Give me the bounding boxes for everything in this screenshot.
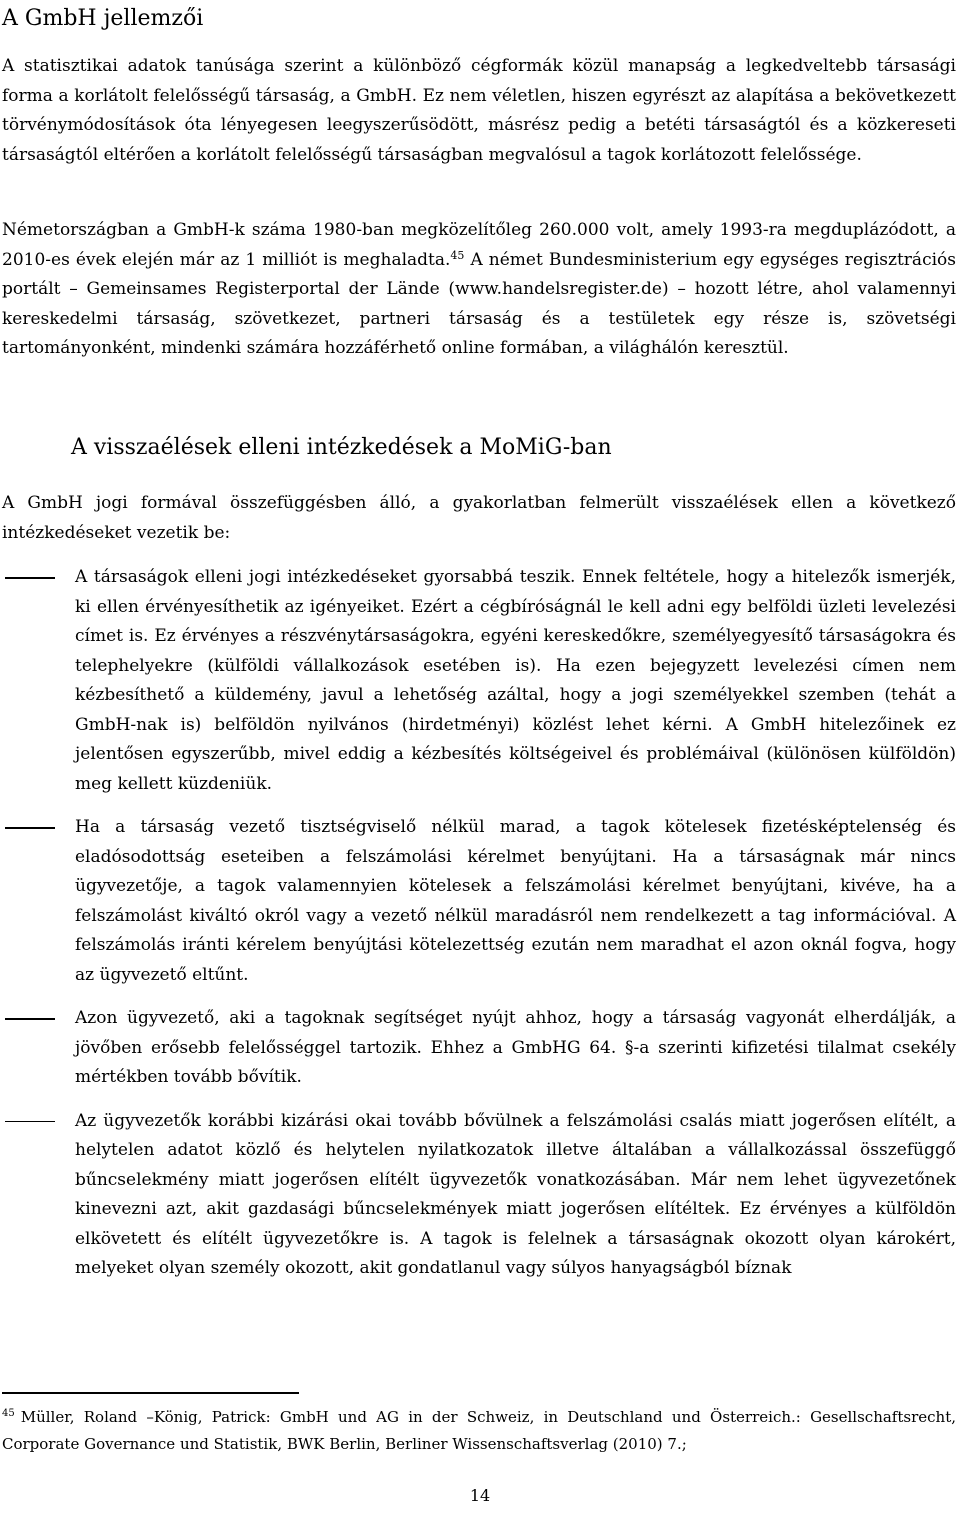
list-item (0, 1004, 960, 1093)
dash-bullet-icon (5, 1018, 55, 1020)
list-item-text: Az ügyvezetők korábbi kizárási okai tovább bővülnek a felszámolási csalás miatt jogerősen elítélt, a helytelen adatot közlő és helytelen nyilatkozatok illetve általában a vállalkozással összefüggő bűncselekmény miatt jogerősen elítélt ügyvezetők vonatkozásában. Már nem lehet ügyvezetőnek kinevezni azt, akit gazdasági bűncselekmények miatt jogerősen elítéltek. Ez érvényes a külföldön elkövetett és elítélt ügyvezetőkre is. A tagok is felelnek a társaságnak okozott olyan károkért, melyeket olyan személy okozott, akit gondatlanul vagy súlyos hanyagságból bíznak (75, 1110, 956, 1278)
list-item (0, 1107, 960, 1284)
paragraph-statistics (2, 216, 956, 364)
paragraph-statistics-part1: Németországban a GmbH-k száma 1980-ban megközelítőleg 260.000 volt, amely 1993-ra megduplázódott, a 2010-es évek elején már az 1 milliót is meghaladta. (2, 220, 956, 270)
paragraph-measures-intro: A GmbH jogi formával összefüggésben álló, a gyakorlatban felmerült visszaélések ellen a következő intézkedéseket vezetik be: (2, 493, 956, 543)
paragraph-intro: A statisztikai adatok tanúsága szerint a különböző cégformák közül manapság a legkedveltebb társasági forma a korlátolt felelősségű társaság, a GmbH. Ez nem véletlen, hiszen egyrészt az alapítása a bekövetkezett törvénymódosítások óta lényegesen leegyszerűsödött, másrész pedig a betéti társaságtól és a közkereseti társaságtól eltérően a korlátolt felelősségű társaságban megvalósul a tagok korlátozott felelőssége. (2, 56, 956, 165)
list-item (0, 563, 960, 799)
footnote (2, 1404, 956, 1458)
list-item (0, 813, 960, 990)
dash-bullet-icon (5, 827, 55, 829)
footnote-number: 45 (2, 1408, 15, 1419)
footnote-reference[interactable]: 45 (450, 248, 465, 262)
dash-bullet-icon (5, 577, 55, 579)
list-item-text: Ha a társaság vezető tisztségviselő nélkül marad, a tagok kötelesek fizetésképtelenség és eladósodottság eseteiben a felszámolási kérelmet benyújtani. Ha a társaságnak már nincs ügyvezetője, a tagok valamennyien kötelesek a felszámolási kérelmet benyújtani, kivéve, ha a felszámolást kiváltó okról vagy a vezető nélkül maradásról nem rendelkezett a tag információval. A felszámolás iránti kérelem benyújtási kötelezettség ezután nem maradhat el azon oknál fogva, hogy az ügyvezető eltűnt. (75, 817, 956, 985)
measures-list (0, 563, 960, 1284)
footnote-divider (2, 1392, 299, 1394)
dash-bullet-icon (5, 1121, 55, 1123)
paragraph-statistics-part2: A német Bundesministerium egy egységes regisztrációs portált – Gemeinsames Registerportal der Lände (www.handelsregister.de) – hozott létre, ahol valamennyi kereskedelmi társaság, szövetkezet, partneri társaság és a testületek egy része is, szövetségi tartományonként, mindenki számára hozzáférhető online formában, a világhálón keresztül. (2, 249, 956, 358)
section-heading: A GmbH jellemzői (2, 6, 204, 31)
footnote-text: Müller, Roland –König, Patrick: GmbH und AG in der Schweiz, in Deutschland und Österreich.: Gesellschaftsrecht, Corporate Governance und Statistik, BWK Berlin, Berliner Wissenschaftsverlag (2010) 7.; (2, 1408, 956, 1453)
list-item-text: Azon ügyvezető, aki a tagoknak segítséget nyújt ahhoz, hogy a társaság vagyonát elherdálják, a jövőben erősebb felelősséggel tartozik. Ehhez a GmbHG 64. §-a szerinti kifizetési tilalmat csekély mértékben tovább bővítik. (75, 1008, 956, 1087)
list-item-text: A társaságok elleni jogi intézkedéseket gyorsabbá teszik. Ennek feltétele, hogy a hitelezők ismerjék, ki ellen érvényesíthetik az igényeiket. Ezért a cégbíróságnál le kell adni egy belföldi üzleti levelezési címet is. Ez érvényes a részvénytársaságokra, egyéni kereskedőkre, személyegyesítő társaságokra és telephelyekre (külföldi vállalkozások esetében is). Ha ezen bejegyzett levelezési címen nem kézbesíthető a küldemény, javul a lehetőség azáltal, hogy a jogi személyekkel szemben (tehát a GmbH-nak is) belföldön nyilvános (hirdetményi) közlést lehet kérni. A GmbH hitelezőinek ez jelentősen egyszerűbb, mivel eddig a kézbesítés költségeivel és problémáival (különösen külföldön) meg kellett küzdeniük. (75, 567, 956, 794)
subsection-heading: A visszaélések elleni intézkedések a MoMiG-ban (71, 435, 612, 460)
page-number: 14 (469, 1486, 491, 1505)
